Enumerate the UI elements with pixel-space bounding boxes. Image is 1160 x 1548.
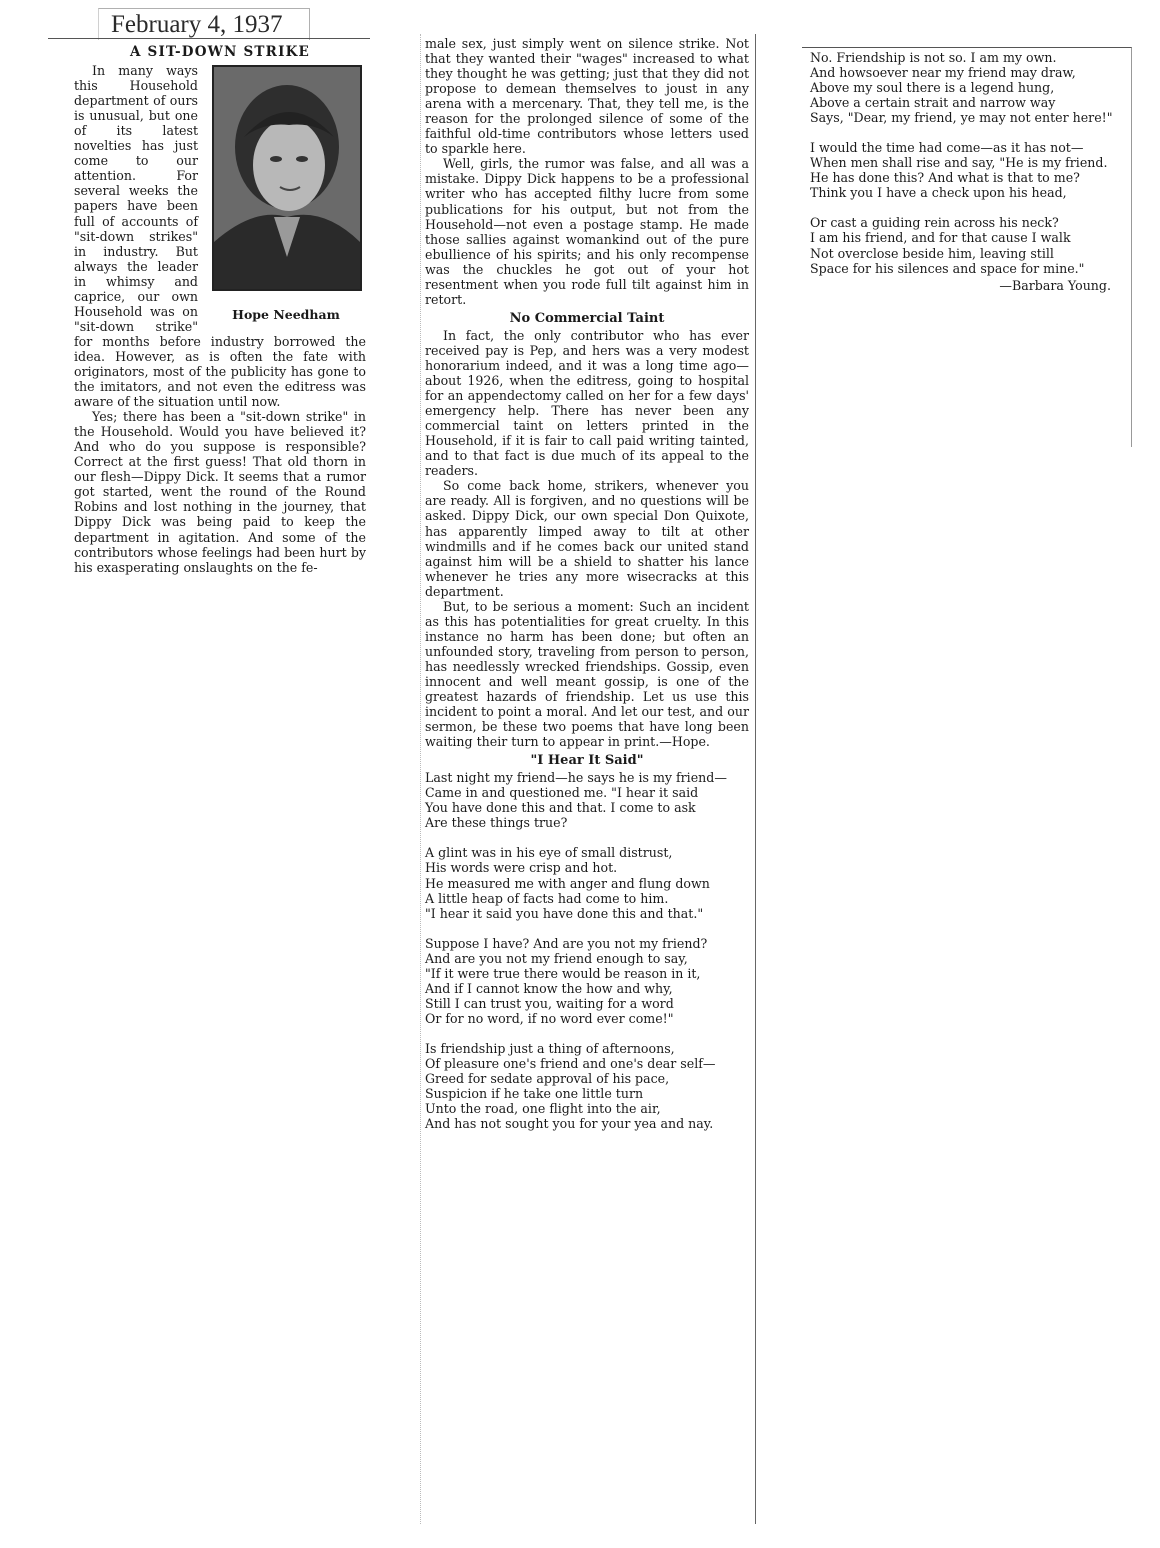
paragraph: But, to be serious a moment: Such an incident as this has potentialities for great cruelty. In this instance no harm has been done; but often an unfounded story, traveling from person to person, has needlessly wrecked friendships. Gossip, even innocent and well meant gossip, is one of the greatest hazards of friendship. Let us use this incident to point a moral. And let our test, and our sermon, be these two poems that have long been waiting their turn to appear in print.—Hope. [425, 598, 749, 750]
poem-line: And are you not my friend enough to say, [425, 950, 688, 966]
section-heading: No Commercial Taint [509, 310, 665, 326]
column-1 [48, 38, 370, 575]
poem-line: Are these things true? [425, 815, 568, 831]
poem-line: Above my soul there is a legend hung, [810, 80, 1055, 96]
poem-line: Last night my friend—he says he is my friend— [425, 770, 727, 786]
poem-line: I would the time had come—as it has not— [810, 140, 1084, 156]
poem-line: Is friendship just a thing of afternoons, [425, 1040, 675, 1056]
poem-line: You have done this and that. I come to ask [425, 800, 696, 816]
stanza-break [810, 200, 1125, 215]
stanza-break [810, 125, 1125, 140]
poem-line: Suppose I have? And are you not my friend? [425, 935, 708, 951]
poem-line: "If it were true there would be reason in it, [425, 965, 701, 981]
photo-caption: Hope Needham [232, 307, 340, 323]
poem-line: His words were crisp and hot. [425, 860, 618, 876]
poem-line: Suspicion if he take one little turn [425, 1086, 644, 1102]
stanza-break [425, 921, 749, 936]
stanza-break [425, 1026, 749, 1041]
poem-line: When men shall rise and say, "He is my friend. [810, 155, 1108, 171]
clipping-date: February 4, 1937 [98, 8, 310, 40]
poem-line: No. Friendship is not so. I am my own. [810, 50, 1057, 65]
poem-line: Came in and questioned me. "I hear it said [425, 785, 699, 801]
paragraph: In many ways this Household department of ours is unusual, but one of its latest novelties has just come to our attention. For several weeks the papers have been full of accounts of "sit-down strikes" in industry. But always the leader in whimsy and caprice, our own Household was on "sit-down strike" for months before industry borrowed the idea. However, as is often the fate with originators, most of the publicity has gone to the imitators, and not even the editress was aware of the situation until now. [74, 63, 366, 410]
poem-line: And if I cannot know the how and why, [425, 980, 673, 996]
poem-line: Of pleasure one's friend and one's dear self— [425, 1056, 716, 1071]
poem-line: Still I can trust you, waiting for a word [425, 995, 674, 1011]
poem-line: A glint was in his eye of small distrust, [425, 845, 673, 861]
poem-block [425, 770, 749, 1131]
poem-line: He has done this? And what is that to me? [810, 170, 1080, 186]
stanza-break [425, 830, 749, 845]
poem-line: "I hear it said you have done this and that." [425, 905, 704, 921]
poem-title: "I Hear It Said" [530, 753, 644, 769]
paragraph: So come back home, strikers, whenever you are ready. All is forgiven, and no questions will be asked. Dippy Dick, our own special Don Quixote, has apparently limped away to tilt at other windmills and if he comes back our united stand against him will be a shield to shatter his lance whenever he tries any more wisecracks at this department. [425, 478, 749, 599]
poem-line: Space for his silences and space for mine." [810, 260, 1085, 276]
poem-line: Above a certain strait and narrow way [810, 95, 1056, 111]
poem-continuation [810, 50, 1125, 276]
paragraph: Well, girls, the rumor was false, and all was a mistake. Dippy Dick happens to be a professional writer who has accepted filthy lucre from some publications for his output, but not from the Household—not even a postage stamp. He made those sallies against womankind out of the pure ebullience of his spirits; and his only recompense was the chuckles he got out of your hot resentment when you rode full tilt against him in retort. [425, 156, 749, 307]
poem-line: Says, "Dear, my friend, ye may not enter here!" [810, 110, 1113, 126]
column-2 [420, 34, 756, 1524]
poem-line: Unto the road, one flight into the air, [425, 1101, 661, 1117]
author-photo-block [206, 65, 366, 322]
poem-line: And has not sought you for your yea and nay. [425, 1116, 714, 1132]
poem-line: Or for no word, if no word ever come!" [425, 1010, 674, 1026]
poem-line: Or cast a guiding rein across his neck? [810, 215, 1059, 231]
poem-line: A little heap of facts had come to him. [425, 890, 669, 906]
poem-line: He measured me with anger and flung down [425, 875, 710, 891]
paragraph: male sex, just simply went on silence strike. Not that they wanted their "wages" increased to what they thought he was getting; just that they did not propose to demean themselves to joust in any arena with a mercenary. That, they tell me, is the reason for the prolonged silence of some of the faithful old-time contributors whose letters used to sparkle here. [425, 36, 749, 157]
author-photo [212, 65, 362, 291]
poem-line: I am his friend, and for that cause I walk [810, 230, 1071, 246]
article-headline: A SIT-DOWN STRIKE [129, 44, 311, 60]
poem-line: Think you I have a check upon his head, [810, 185, 1067, 201]
column-3 [802, 47, 1132, 447]
poem-line: Not overclose beside him, leaving still [810, 245, 1054, 261]
poem-line: And howsoever near my friend may draw, [810, 65, 1076, 81]
paragraph: In fact, the only contributor who has ever received pay is Pep, and hers was a very modest honorarium indeed, and it was a long time ago—about 1926, when the editress, going to hospital for an appendectomy called on her for a few days' emergency help. There has never been any commercial taint on letters printed in the Household, if it is fair to call paid writing tainted, and to that fact is due much of its appeal to the readers. [425, 327, 749, 479]
poem-signature: —Barbara Young. [999, 277, 1111, 293]
paragraph: Yes; there has been a "sit-down strike" in the Household. Would you have believed it? And who do you suppose is responsible? Correct at the first guess! That old thorn in our flesh—Dippy Dick. It seems that a rumor got started, went the round of the Round Robins and lost nothing in the journey, that Dippy Dick was being paid to keep the department in agitation. And some of the contributors whose feelings had been hurt by his exasperating onslaughts on the fe- [74, 409, 366, 575]
poem-line: Greed for sedate approval of his pace, [425, 1071, 670, 1087]
